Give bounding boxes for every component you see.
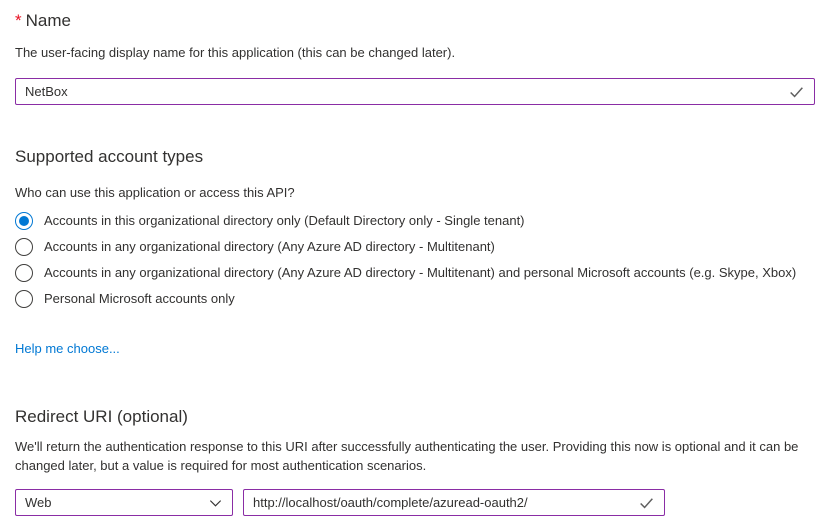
required-asterisk: * xyxy=(15,11,22,30)
platform-select[interactable] xyxy=(15,489,233,516)
radio-button[interactable] xyxy=(15,238,33,256)
chevron-down-icon xyxy=(208,495,223,510)
radio-label: Accounts in any organizational directory (Any Azure AD directory - Multitenant) xyxy=(44,239,495,254)
account-types-radio-group xyxy=(15,212,820,308)
radio-label: Accounts in this organizational directory only (Default Directory only - Single tenant) xyxy=(44,213,525,228)
redirect-uri-input-container xyxy=(243,489,665,516)
account-types-question: Who can use this application or access this API? xyxy=(15,185,295,200)
help-me-choose-link[interactable]: Help me choose... xyxy=(15,341,120,356)
name-input-container xyxy=(15,78,815,105)
account-type-option-single-tenant[interactable] xyxy=(15,212,820,230)
account-type-option-personal-only[interactable] xyxy=(15,290,820,308)
name-input[interactable] xyxy=(16,79,814,104)
radio-label: Personal Microsoft accounts only xyxy=(44,291,235,306)
redirect-uri-row xyxy=(15,489,820,516)
account-type-option-multitenant[interactable] xyxy=(15,238,820,256)
radio-label: Accounts in any organizational directory (Any Azure AD directory - Multitenant) and personal Microsoft accounts (e.g. Skype, Xbox) xyxy=(44,265,797,280)
radio-dot xyxy=(19,216,29,226)
radio-button[interactable] xyxy=(15,264,33,282)
name-description: The user-facing display name for this application (this can be changed later). xyxy=(15,45,456,60)
account-types-title: Supported account types xyxy=(15,147,204,166)
redirect-uri-title: Redirect URI (optional) xyxy=(15,407,188,426)
redirect-uri-description: We'll return the authentication response to this URI after successfully authenticating the user. Providing this now is optional and it can be changed later, but a value is required for most authentication scenarios. xyxy=(15,439,799,473)
name-title-text: Name xyxy=(25,11,71,30)
redirect-uri-input[interactable] xyxy=(244,490,664,515)
radio-button[interactable] xyxy=(15,290,33,308)
radio-button[interactable] xyxy=(15,212,33,230)
account-type-option-multitenant-personal[interactable] xyxy=(15,264,820,282)
name-section-title xyxy=(15,10,820,31)
platform-select-value: Web xyxy=(25,495,52,510)
